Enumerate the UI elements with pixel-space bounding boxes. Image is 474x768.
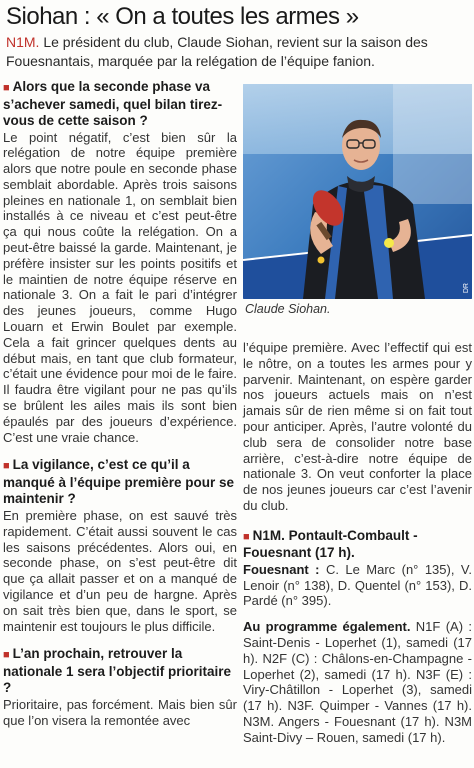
question-1-text: Alors que la seconde phase va s’achever samedi, quel bilan tirez-vous de cette saison ? (3, 79, 223, 128)
answer-3-continued: l’équipe première. Avec l’effectif qui est le nôtre, on a toutes les armes pour y parvenir. Maintenant, on espère garder nos joueurs actuels mais on n’est jamais sûr de rien même si on fait tout pour anticiper. Après, l’autre volonté du club sera de consolider notre base arrière, c’est-à-dire notre équipe de nationale 3. On veut conforter la place de nos jeunes joueurs car c’est l’avenir du club. (243, 340, 472, 513)
table-tennis-player-illustration (243, 84, 472, 299)
photo-credit: DR (463, 282, 470, 293)
lead-category-tag: N1M. (6, 34, 40, 50)
answer-1: Le point négatif, c’est bien sûr la relégation de notre équipe première alors que notre poule en seconde phase semblait abordable. Après trois saisons pleines en nationale 1, on semblait bien installés à ce niveau et c’est peut-être ça qui nous coûte la relégation. On a peut-être baissé la garde. Maintenant, je préfère insister sur les points positifs et le maintien de notre équipe réserve en nationale 3. On a fait le pari d’intégrer des jeunes joueurs, comme Hugo Louarn et Erwin Boulet par exemple. Cela a fait grincer quelques dents au début mais, en tant que club formateur, c’était une évidence pour moi de le faire. Il faudra être vigilant pour ne pas qu’ils se brûlent les ailes mais ils sont bien épaulés par des joueurs d’expérience. C’est une vraie chance. (3, 129, 237, 445)
question-1 (3, 79, 237, 130)
question-2 (3, 457, 237, 508)
match-bullet-icon: ■ (243, 530, 250, 543)
article-lead (6, 33, 472, 71)
question-bullet-icon: ■ (3, 460, 10, 473)
lead-text: Le président du club, Claude Siohan, revient sur la saison des Fouesnantais, marquée par la relégation de l’équipe fanion. (6, 34, 428, 69)
photo-caption: Claude Siohan. (245, 302, 331, 316)
question-3 (3, 646, 237, 697)
article-title: Siohan : « On a toutes les armes » (6, 3, 359, 30)
answer-2: En première phase, on est sauvé très rapidement. C’était aussi souvent le cas les saisons précédentes. Alors oui, en seconde phase, on s’est peut-être dit que ça allait passer et on a manqué de vigilance et d’un peu de hargne. Après on sait très bien que, dans le sport, se maintenir est toujours le plus difficile. (3, 507, 237, 634)
lineup-text: C. Le Marc (n° 135), V. Lenoir (n° 138), D. Quentel (n° 153), D. Pardé (n° 395). (243, 561, 472, 609)
question-bullet-icon: ■ (3, 649, 10, 662)
player-photo (243, 84, 472, 299)
program (243, 619, 472, 745)
match-heading-text: N1M. Pontault-Combault - Fouesnant (17 h). (243, 527, 418, 561)
answer-3-start: Prioritaire, pas forcément. Mais bien sûr que l’on visera la remontée avec (3, 696, 237, 728)
program-label: Au programme également. (243, 619, 411, 635)
match-heading (243, 528, 472, 562)
question-2-text: La vigilance, c’est ce qu’il a manqué à l’équipe première pour se maintenir ? (3, 457, 235, 507)
left-column (3, 79, 237, 728)
question-bullet-icon: ■ (3, 82, 10, 94)
program-text: N1F (A) : Saint-Denis - Loperhet (1), samedi (17 h). N2F (C) : Châlons-en-Champagne - Loperhet (2), samedi (17 h). N3F (E) : Viry-Châtillon - Loperhet (3), samedi (17 h). N3F. Quimper - Vannes (17 h). N3M. Angers - Fouesnant (17 h). N3M Saint-Divy – Rouen, samedi (17 h). (243, 619, 472, 745)
right-column (243, 340, 472, 746)
lineup (243, 562, 472, 609)
question-3-text: L’an prochain, retrouver la nationale 1 sera l’objectif prioritaire ? (3, 646, 232, 696)
lineup-label: Fouesnant : (243, 561, 320, 577)
